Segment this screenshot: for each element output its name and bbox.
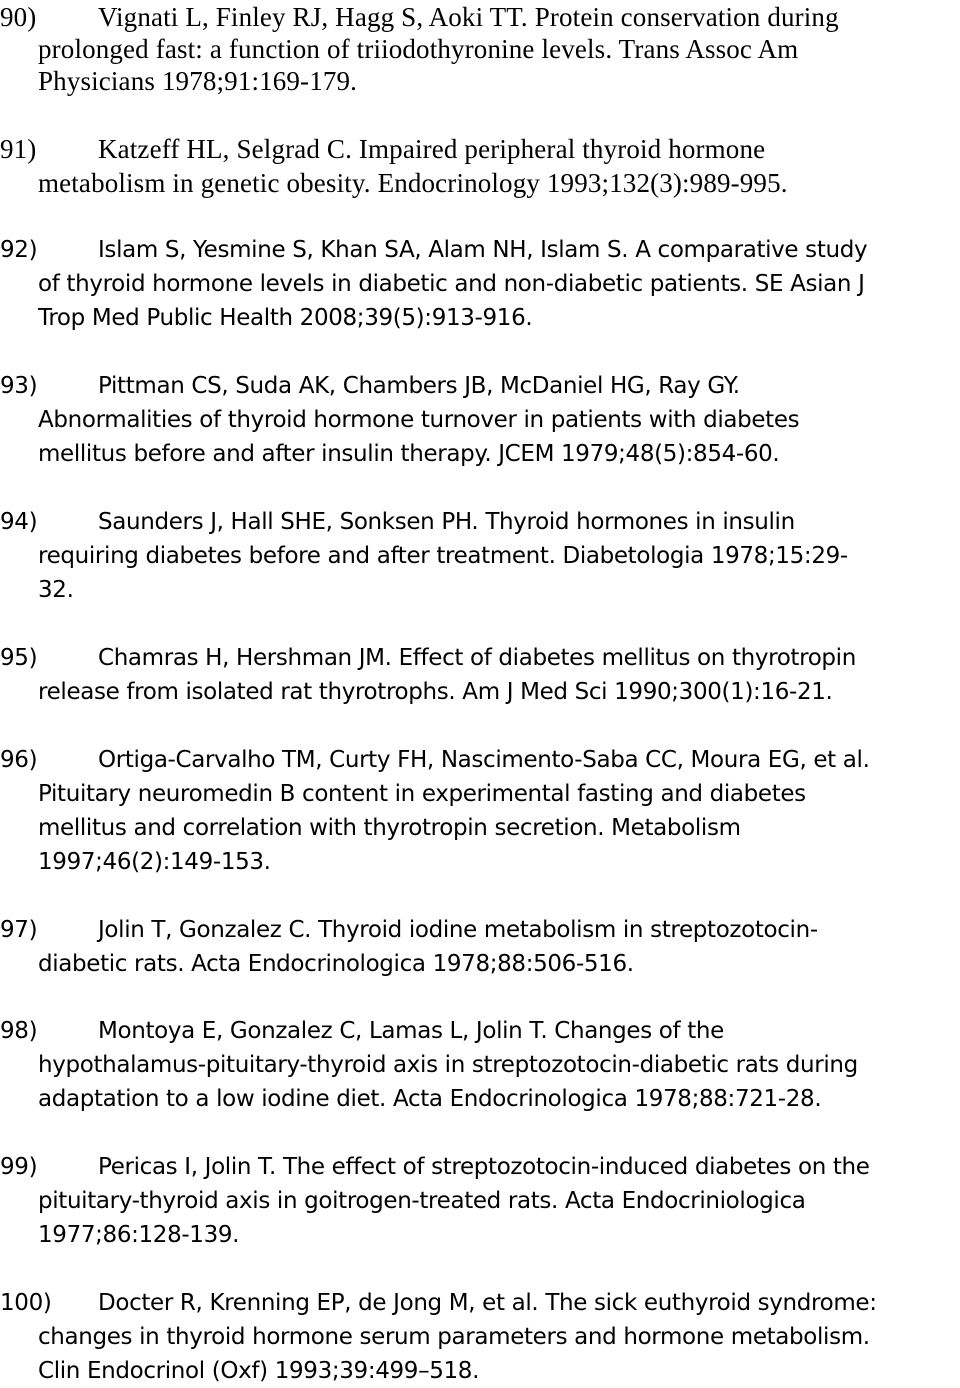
reference-first-line: [0, 0, 960, 34]
reference-continuation-line: Clin Endocrinol (Oxf) 1993;39:499–518.: [38, 1358, 480, 1384]
reference-first-line: [0, 369, 960, 403]
reference-number: 95): [0, 645, 38, 671]
reference-continuation-line: adaptation to a low iodine diet. Acta Endocrinologica 1978;88:721-28.: [38, 1086, 822, 1112]
reference-continuation-line: metabolism in genetic obesity. Endocrinology 1993;132(3):989-995.: [38, 168, 788, 198]
reference-text: Vignati L, Finley RJ, Hagg S, Aoki TT. Protein conservation during: [98, 2, 839, 32]
reference-number: 96): [0, 747, 38, 773]
reference-number: 91): [0, 134, 37, 164]
reference-text: Docter R, Krenning EP, de Jong M, et al. The sick euthyroid syndrome:: [98, 1290, 877, 1316]
reference-continuation-line: hypothalamus-pituitary-thyroid axis in streptozotocin-diabetic rats during: [38, 1052, 858, 1078]
reference-continuation-line: diabetic rats. Acta Endocrinologica 1978;88:506-516.: [38, 951, 634, 977]
reference-number: 100): [0, 1290, 52, 1316]
reference-continuation-line: mellitus before and after insulin therapy. JCEM 1979;48(5):854-60.: [38, 441, 780, 467]
reference-continuation-line: prolonged fast: a function of triiodothyronine levels. Trans Assoc Am: [38, 34, 799, 64]
reference-text: Pittman CS, Suda AK, Chambers JB, McDaniel HG, Ray GY.: [98, 373, 740, 399]
reference-first-line: [0, 132, 960, 166]
reference-number: 92): [0, 237, 38, 263]
reference-text: Jolin T, Gonzalez C. Thyroid iodine metabolism in streptozotocin-: [98, 917, 818, 943]
reference-continuation-line: pituitary-thyroid axis in goitrogen-treated rats. Acta Endocriniologica: [38, 1188, 806, 1214]
reference-text: Katzeff HL, Selgrad C. Impaired peripheral thyroid hormone: [98, 134, 766, 164]
reference-number: 93): [0, 373, 38, 399]
reference-continuation-line: Physicians 1978;91:169-179.: [38, 66, 358, 96]
reference-number: 98): [0, 1018, 38, 1044]
reference-continuation-line: of thyroid hormone levels in diabetic and non-diabetic patients. SE Asian J: [38, 271, 865, 297]
reference-first-line: [0, 1150, 960, 1184]
reference-number: 90): [0, 2, 37, 32]
reference-text: Ortiga-Carvalho TM, Curty FH, Nascimento-Saba CC, Moura EG, et al.: [98, 747, 870, 773]
reference-text: Pericas I, Jolin T. The effect of streptozotocin-induced diabetes on the: [98, 1154, 870, 1180]
reference-continuation-line: requiring diabetes before and after treatment. Diabetologia 1978;15:29-: [38, 543, 848, 569]
reference-first-line: [0, 1014, 960, 1048]
reference-first-line: [0, 1286, 960, 1320]
reference-text: Saunders J, Hall SHE, Sonksen PH. Thyroid hormones in insulin: [98, 509, 795, 535]
reference-continuation-line: mellitus and correlation with thyrotropin secretion. Metabolism: [38, 815, 741, 841]
reference-first-line: [0, 505, 960, 539]
reference-number: 97): [0, 917, 38, 943]
reference-continuation-line: Abnormalities of thyroid hormone turnover in patients with diabetes: [38, 407, 800, 433]
reference-first-line: [0, 743, 960, 777]
reference-first-line: [0, 641, 960, 675]
reference-text: Islam S, Yesmine S, Khan SA, Alam NH, Islam S. A comparative study: [98, 237, 868, 263]
reference-text: Montoya E, Gonzalez C, Lamas L, Jolin T. Changes of the: [98, 1018, 724, 1044]
reference-continuation-line: Trop Med Public Health 2008;39(5):913-916.: [38, 305, 533, 331]
reference-continuation-line: 32.: [38, 577, 74, 603]
reference-continuation-line: 1977;86:128-139.: [38, 1222, 240, 1248]
reference-continuation-line: 1997;46(2):149-153.: [38, 849, 271, 875]
reference-number: 99): [0, 1154, 38, 1180]
reference-continuation-line: changes in thyroid hormone serum parameters and hormone metabolism.: [38, 1324, 870, 1350]
reference-first-line: [0, 233, 960, 267]
reference-first-line: [0, 913, 960, 947]
reference-continuation-line: release from isolated rat thyrotrophs. Am J Med Sci 1990;300(1):16-21.: [38, 679, 833, 705]
reference-text: Chamras H, Hershman JM. Effect of diabetes mellitus on thyrotropin: [98, 645, 856, 671]
reference-number: 94): [0, 509, 38, 535]
reference-continuation-line: Pituitary neuromedin B content in experimental fasting and diabetes: [38, 781, 806, 807]
